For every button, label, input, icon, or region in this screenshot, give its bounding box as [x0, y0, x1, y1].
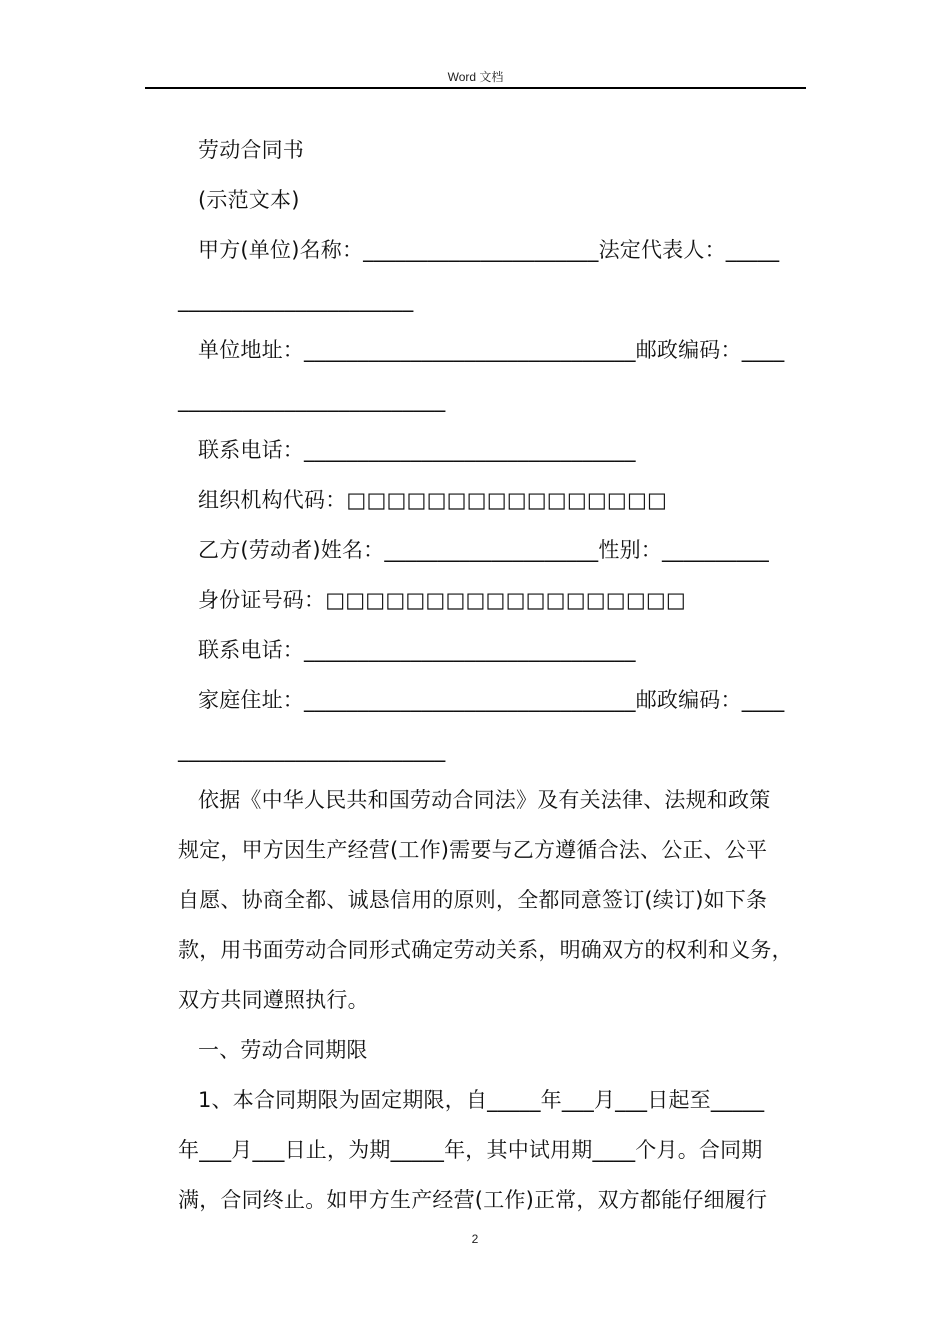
- home-address-line: 家庭住址：_______________________________邮政编码：____: [198, 688, 785, 712]
- preamble-line: 款，用书面劳动合同形式确定劳动关系，明确双方的权利和义务，: [178, 938, 793, 962]
- employer-address-line: 单位地址：_______________________________邮政编码：____: [198, 338, 785, 362]
- clause-line: 满，合同终止。如甲方生产经营(工作)正常，双方都能仔细履行: [178, 1188, 768, 1212]
- page-header: Word 文档: [447, 70, 504, 84]
- page-number: 2: [471, 1232, 479, 1246]
- clause-line: 1、本合同期限为固定期限，自_____年___月___日起至_____: [198, 1088, 765, 1112]
- id-number-line: 身份证号码：□□□□□□□□□□□□□□□□□□: [198, 588, 686, 612]
- employee-phone-line: 联系电话：_______________________________: [198, 638, 636, 662]
- employee-name-line: 乙方(劳动者)姓名：____________________性别：__________: [198, 538, 769, 562]
- blank-continuation: _________________________: [178, 738, 446, 762]
- blank-continuation: _________________________: [178, 388, 446, 412]
- preamble-line: 自愿、协商全都、诚恳信用的原则，全都同意签订(续订)如下条: [178, 888, 768, 912]
- preamble-line: 双方共同遵照执行。: [178, 988, 369, 1012]
- preamble-line: 依据《中华人民共和国劳动合同法》及有关法律、法规和政策: [198, 788, 771, 812]
- header-rule: [145, 87, 806, 89]
- section-heading: 一、劳动合同期限: [198, 1038, 368, 1062]
- clause-line: 年___月___日止，为期_____年，其中试用期____个月。合同期: [178, 1138, 763, 1162]
- document-title: 劳动合同书: [198, 138, 304, 162]
- document-subtitle: (示范文本): [198, 188, 300, 212]
- blank-continuation: ______________________: [178, 288, 414, 312]
- org-code-line: 组织机构代码：□□□□□□□□□□□□□□□□: [198, 488, 668, 512]
- employer-phone-line: 联系电话：_______________________________: [198, 438, 636, 462]
- employer-name-line: 甲方(单位)名称：______________________法定代表人：_____: [198, 238, 780, 262]
- preamble-line: 规定，甲方因生产经营(工作)需要与乙方遵循合法、公正、公平: [178, 838, 768, 862]
